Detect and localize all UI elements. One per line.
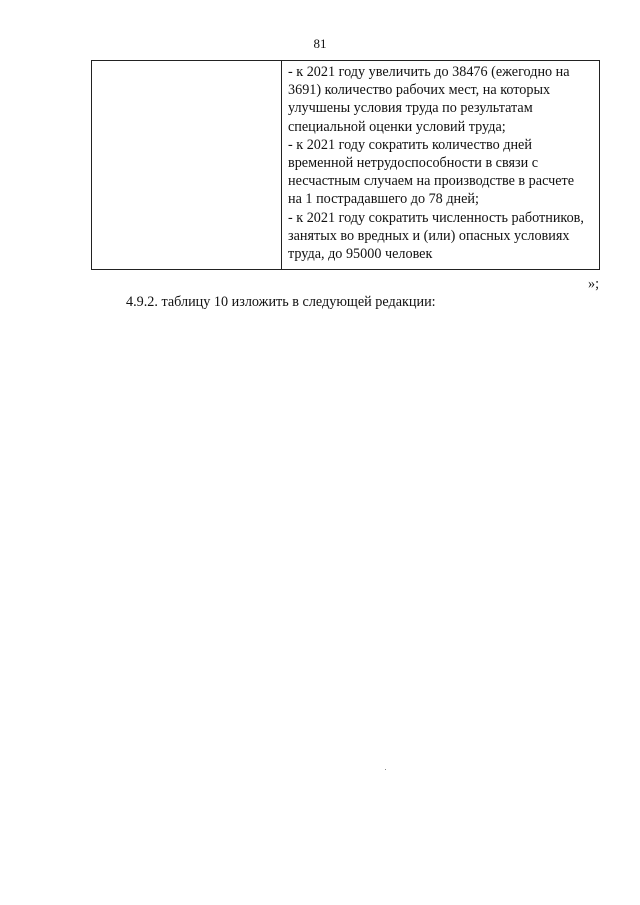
table-text-line: улучшены условия труда по результатам xyxy=(288,100,533,117)
page-number: 81 xyxy=(313,36,327,51)
table-text-line: занятых во вредных и (или) опасных условиях xyxy=(288,227,570,244)
table-text-line: труда, до 95000 человек xyxy=(288,246,433,263)
amendment-paragraph: 4.9.2. таблицу 10 изложить в следующей редакции: xyxy=(126,294,436,310)
document-table xyxy=(91,60,600,270)
table-text-line: несчастным случаем на производстве в расчете xyxy=(288,173,575,190)
scan-artifact xyxy=(385,769,386,770)
closing-quote: »; xyxy=(588,276,600,292)
table-cell-right xyxy=(282,61,599,269)
table-text-line: на 1 пострадавшего до 78 дней; xyxy=(288,191,479,208)
table-text-line: специальной оценки условий труда; xyxy=(288,118,506,135)
table-text-line: - к 2021 году сократить численность работников, xyxy=(288,209,584,226)
table-text-line: временной нетрудоспособности в связи с xyxy=(288,155,539,172)
table-cell-left xyxy=(92,61,282,269)
table-text-line: - к 2021 году увеличить до 38476 (ежегодно на xyxy=(288,64,570,80)
table-text-line: - к 2021 году сократить количество дней xyxy=(288,136,532,153)
table-text-line: 3691) количество рабочих мест, на которых xyxy=(288,82,551,99)
